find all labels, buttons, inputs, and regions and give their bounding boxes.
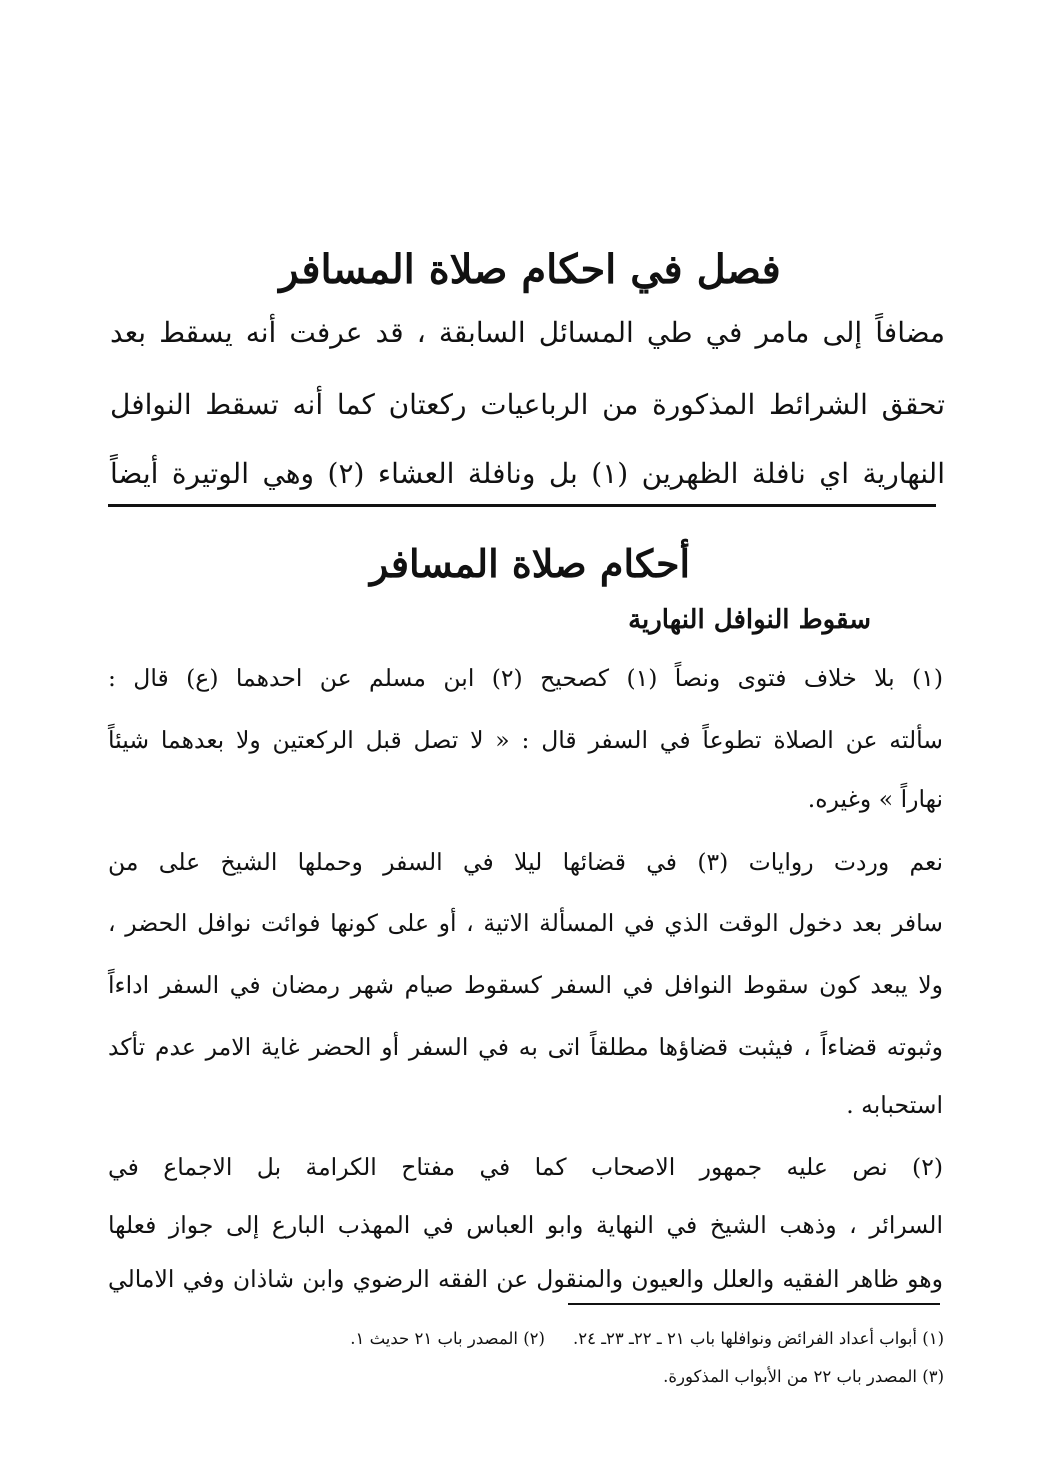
commentary-line-2: سألته عن الصلاة تطوعاً في السفر قال : « لا تصل قبل الركعتين ولا بعدهما شيئاً xyxy=(108,726,943,754)
chapter-title: فصل في احكام صلاة المسافر xyxy=(279,246,781,293)
commentary-line-10: السرائر ، وذهب الشيخ في النهاية وابو العباس في المهذب البارع إلى جواز فعلها xyxy=(108,1211,943,1239)
main-text-line-3: النهارية اي نافلة الظهرين (١) بل ونافلة العشاء (٢) وهي الوتيرة أيضاً xyxy=(110,457,945,490)
commentary-line-5: سافر بعد دخول الوقت الذي في المسألة الاتية ، أو على كونها فوائت نوافل الحضر ، xyxy=(108,909,943,937)
commentary-line-6: ولا يبعد كون سقوط النوافل في السفر كسقوط صيام شهر رمضان في السفر اداءاً xyxy=(108,971,943,999)
footnote-2: (٢) المصدر باب ٢١ حديث ١. xyxy=(350,1329,545,1348)
text-separator-rule xyxy=(108,504,936,507)
commentary-line-1: (١) بلا خلاف فتوى ونصاً (١) كصحيح (٢) ابن مسلم عن احدهما (ع) قال : xyxy=(108,664,944,692)
footnote-separator-rule xyxy=(568,1303,940,1305)
footnote-3: (٣) المصدر باب ٢٢ من الأبواب المذكورة. xyxy=(663,1367,944,1386)
footnote-1: (١) أبواب أعداد الفرائض ونوافلها باب ٢١ ـ ٢٢ـ ٢٣ـ ٢٤. xyxy=(572,1329,944,1348)
main-text-line-2: تحقق الشرائط المذكورة من الرباعيات ركعتان كما أنه تسقط النوافل xyxy=(110,388,945,421)
commentary-line-8: استحبابه . xyxy=(846,1091,943,1119)
commentary-line-3: نهاراً » وغيره. xyxy=(807,785,943,813)
commentary-line-7: وثبوته قضاءاً ، فيثبت قضاؤها مطلقاً اتى به في السفر أو الحضر غاية الامر عدم تأكد xyxy=(108,1033,943,1061)
main-text-line-1: مضافاً إلى مامر في طي المسائل السابقة ، قد عرفت أنه يسقط بعد xyxy=(110,316,945,349)
commentary-line-4: نعم وردت روايات (٣) في قضائها ليلا في السفر وحملها الشيخ على من xyxy=(108,848,944,876)
footnote-line-1 xyxy=(350,1326,944,1352)
subheading: سقوط النوافل النهارية xyxy=(628,605,871,635)
commentary-line-9: (٢) نص عليه جمهور الاصحاب كما في مفتاح الكرامة بل الاجماع في xyxy=(108,1153,943,1181)
section-title: أحكام صلاة المسافر xyxy=(369,541,691,586)
commentary-line-11: وهو ظاهر الفقيه والعلل والعيون والمنقول عن الفقه الرضوي وابن شاذان وفي الامالي xyxy=(108,1265,943,1293)
